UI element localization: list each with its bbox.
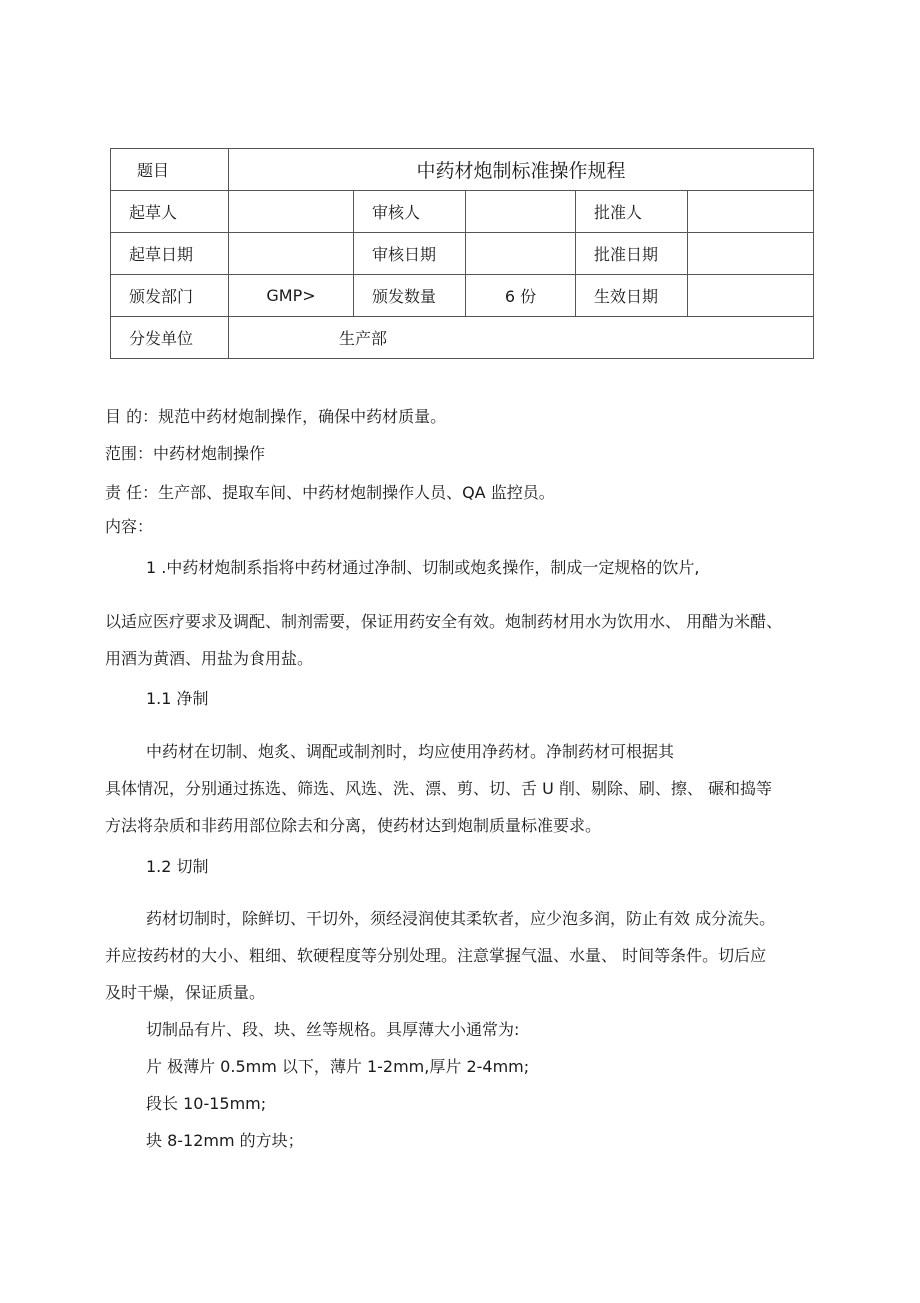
review-date-label: 审核日期 <box>354 233 466 275</box>
para1-line2: 以适应医疗要求及调配、制剂需要，保证用药安全有效。炮制药材用水为饮用水、 用醋为米醋、 <box>105 612 783 631</box>
purpose-line: 目 的：规范中药材炮制操作，确保中药材质量。 <box>105 407 447 426</box>
issue-row <box>111 275 814 317</box>
document-title: 中药材炮制标准操作规程 <box>229 149 814 191</box>
para1-line3: 用酒为黄酒、用盐为食用盐。 <box>105 649 314 668</box>
distribution-row <box>111 317 814 359</box>
spec-segment-line: 段长 10-15mm; <box>146 1094 267 1113</box>
drafter-label: 起草人 <box>111 191 229 233</box>
issue-dept-label: 颁发部门 <box>111 275 229 317</box>
para1-line1: 1 .中药材炮制系指将中药材通过净制、切制或炮炙操作，制成一定规格的饮片, <box>146 558 700 577</box>
approve-date-value <box>688 233 814 275</box>
issue-qty-value: 6 份 <box>466 275 576 317</box>
content-label: 内容： <box>105 517 154 536</box>
issue-qty-label: 颁发数量 <box>354 275 466 317</box>
reviewer-value <box>466 191 576 233</box>
date-row <box>111 233 814 275</box>
responsibility-line: 责 任：生产部、提取车间、中药材炮制操作人员、QA 监控员。 <box>105 483 555 502</box>
effective-date-label: 生效日期 <box>576 275 688 317</box>
section-1-1-line2: 具体情况，分别通过拣选、筛选、风选、洗、漂、剪、切、舌 U 削、剔除、刷、擦、 碾和捣等 <box>105 779 772 798</box>
section-1-1-heading: 1.1 净制 <box>146 689 209 708</box>
header-table <box>110 148 814 359</box>
draft-date-value <box>229 233 354 275</box>
approver-value <box>688 191 814 233</box>
spec-block-line: 块 8-12mm 的方块； <box>146 1131 304 1150</box>
section-1-1-line1: 中药材在切制、炮炙、调配或制剂时，均应使用净药材。净制药材可根据其 <box>146 742 675 761</box>
distribution-label: 分发单位 <box>111 317 229 359</box>
section-1-2-line2: 并应按药材的大小、粗细、软硬程度等分别处理。注意掌握气温、水量、 时间等条件。切后应 <box>105 946 767 965</box>
title-label: 题目 <box>111 149 229 191</box>
distribution-value: 生产部 <box>229 317 814 359</box>
drafter-value <box>229 191 354 233</box>
title-row <box>111 149 814 191</box>
spec-intro-line: 切制品有片、段、块、丝等规格。具厚薄大小通常为: <box>146 1020 520 1039</box>
section-1-1-line3: 方法将杂质和非药用部位除去和分离，使药材达到炮制质量标准要求。 <box>105 816 602 835</box>
review-date-value <box>466 233 576 275</box>
reviewer-label: 审核人 <box>354 191 466 233</box>
scope-line: 范围：中药材炮制操作 <box>105 444 266 463</box>
spec-slice-line: 片 极薄片 0.5mm 以下，薄片 1-2mm,厚片 2-4mm; <box>146 1057 530 1076</box>
section-1-2-heading: 1.2 切制 <box>146 857 209 876</box>
section-1-2-line1: 药材切制时，除鲜切、干切外，须经浸润使其柔软者，应少泡多润，防止有效 成分流失。 <box>146 909 776 928</box>
approve-date-label: 批准日期 <box>576 233 688 275</box>
section-1-2-line3: 及时干燥，保证质量。 <box>105 983 266 1002</box>
issue-dept-value: GMP> <box>229 275 354 317</box>
approver-label: 批准人 <box>576 191 688 233</box>
signatory-row <box>111 191 814 233</box>
draft-date-label: 起草日期 <box>111 233 229 275</box>
effective-date-value <box>688 275 814 317</box>
